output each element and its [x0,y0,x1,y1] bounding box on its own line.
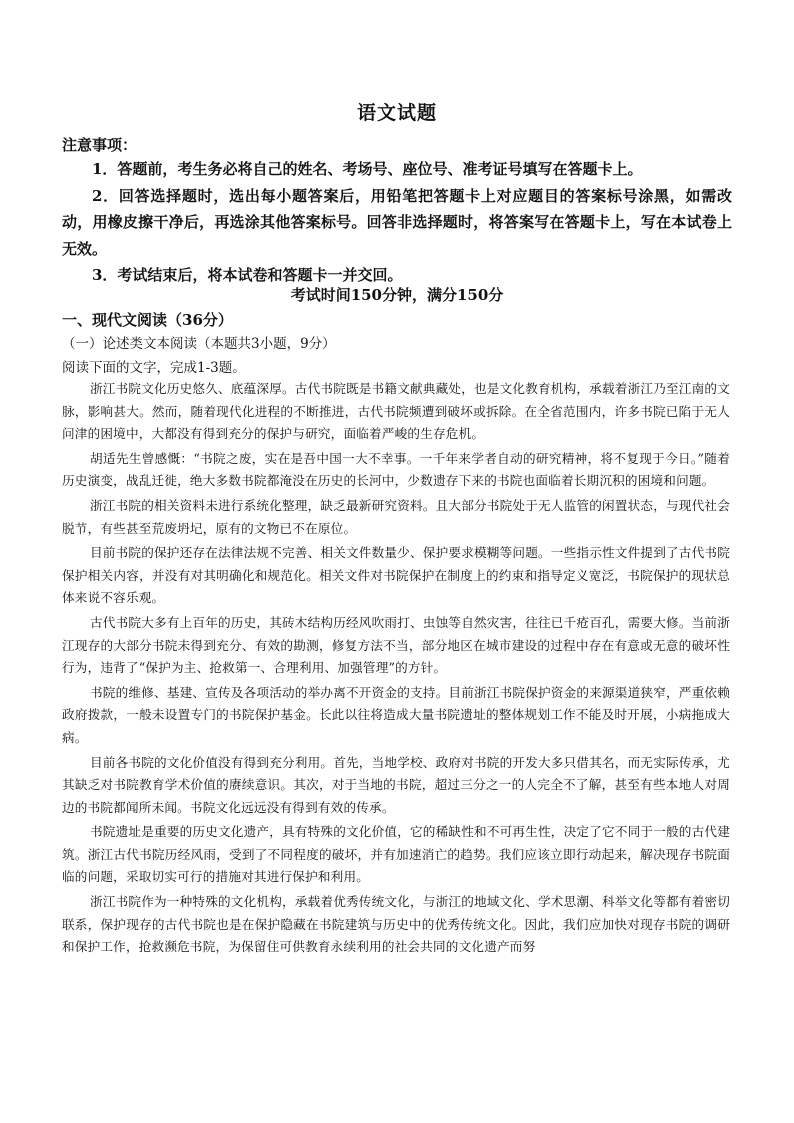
notice-item: 2．回答选择题时，选出每小题答案后，用铅笔把答题卡上对应题目的答案标号涂黑，如需改动，用橡皮擦干净后，再选涂其他答案标号。回答非选择题时，将答案写在答题卡上，写在本试卷上无效。 [62,186,732,258]
section-heading: 一、现代文阅读（36分） [62,311,233,329]
page-title: 语文试题 [356,102,437,124]
notice-item: 3．考试结束后，将本试卷和答题卡一并交回。 [92,266,403,284]
passage-paragraph: 书院的维修、基建、宣传及各项活动的举办离不开资金的支持。目前浙江书院保护资金的来源渠道狭窄，严重依赖政府拨款，一般未设置专门的书院保护基金。长此以往将造成大量书院遗址的整体规划工作不能及时开展，小病拖成大病。 [62,684,730,745]
notice-list [62,156,732,289]
passage-paragraph: 书院遗址是重要的历史文化遗产，具有特殊的文化价值，它的稀缺性和不可再生性，决定了它不同于一般的古代建筑。浙江古代书院历经风雨，受到了不同程度的破坏，并有加速消亡的趋势。我们应该立即行动起来，解决现存书院面临的问题，采取切实可行的措施对其进行保护和利用。 [62,824,730,885]
passage-paragraph: 目前各书院的文化价值没有得到充分利用。首先，当地学校、政府对书院的开发大多只借其名，而无实际传承，尤其缺乏对书院教育学术价值的赓续意识。其次，对于当地的书院，超过三分之一的人完全不了解，甚至有些本地人对周边的书院都闻所未闻。书院文化远远没有得到有效的传承。 [62,754,730,815]
notice-heading: 注意事项： [62,136,138,154]
notice-item: 1．答题前，考生务必将自己的姓名、考场号、座位号、准考证号填写在答题卡上。 [92,160,643,178]
exam-time: 考试时间150分钟，满分150分 [290,286,504,304]
passage-paragraph: 胡适先生曾感慨：“书院之废，实在是吾中国一大不幸事。一千年来学者自动的研究精神，将不复现于今日。”随着历史演变，战乱迁徙，绝大多数书院都淹没在历史的长河中，少数遗存下来的书院也面临着长期沉积的困境和问题。 [62,450,730,489]
reading-passage [62,378,730,961]
reading-instruction: 阅读下面的文字，完成1-3题。 [62,360,246,376]
passage-paragraph: 浙江书院的相关资料未进行系统化整理，缺乏最新研究资料。且大部分书院处于无人监管的闲置状态，与现代社会脱节，有些甚至荒废坍圮，原有的文物已不在原位。 [62,497,730,536]
passage-paragraph: 古代书院大多有上百年的历史，其砖木结构历经风吹雨打、虫蚀等自然灾害，往往已千疮百孔，需要大修。当前浙江现存的大部分书院未得到充分、有效的勘测，修复方法不当，部分地区在城市建设的过程中存在有意或无意的破坏性行为，违背了“保护为主、抢救第一、合理利用、加强管理”的方针。 [62,614,730,676]
passage-paragraph: 浙江书院文化历史悠久、底蕴深厚。古代书院既是书籍文献典藏处，也是文化教育机构，承载着浙江乃至江南的文脉，影响甚大。然而，随着现代化进程的不断推进，古代书院频遭到破坏或拆除。在全省范围内，许多书院已陷于无人问津的困境中，大都没有得到充分的保护与研究，面临着严峻的生存危机。 [62,381,730,442]
passage-paragraph: 浙江书院作为一种特殊的文化机构，承载着优秀传统文化，与浙江的地域文化、学术思潮、科举文化等都有着密切联系，保护现存的古代书院也是在保护隐藏在书院建筑与历史中的优秀传统文化。因此，我们应加快对现存书院的调研和保护工作，抢救濒危书院，为保留住可供教育永续利用的社会共同的文化遗产而努 [62,894,730,955]
subsection-heading: （一）论述类文本阅读（本题共3小题，9分） [62,336,336,352]
passage-paragraph: 目前书院的保护还存在法律法规不完善、相关文件数量少、保护要求模糊等问题。一些指示性文件提到了古代书院保护相关内容，并没有对其明确化和规范化。相关文件对书院保护在制度上的约束和指导定义宽泛，书院保护的现状总体来说不容乐观。 [62,545,730,606]
